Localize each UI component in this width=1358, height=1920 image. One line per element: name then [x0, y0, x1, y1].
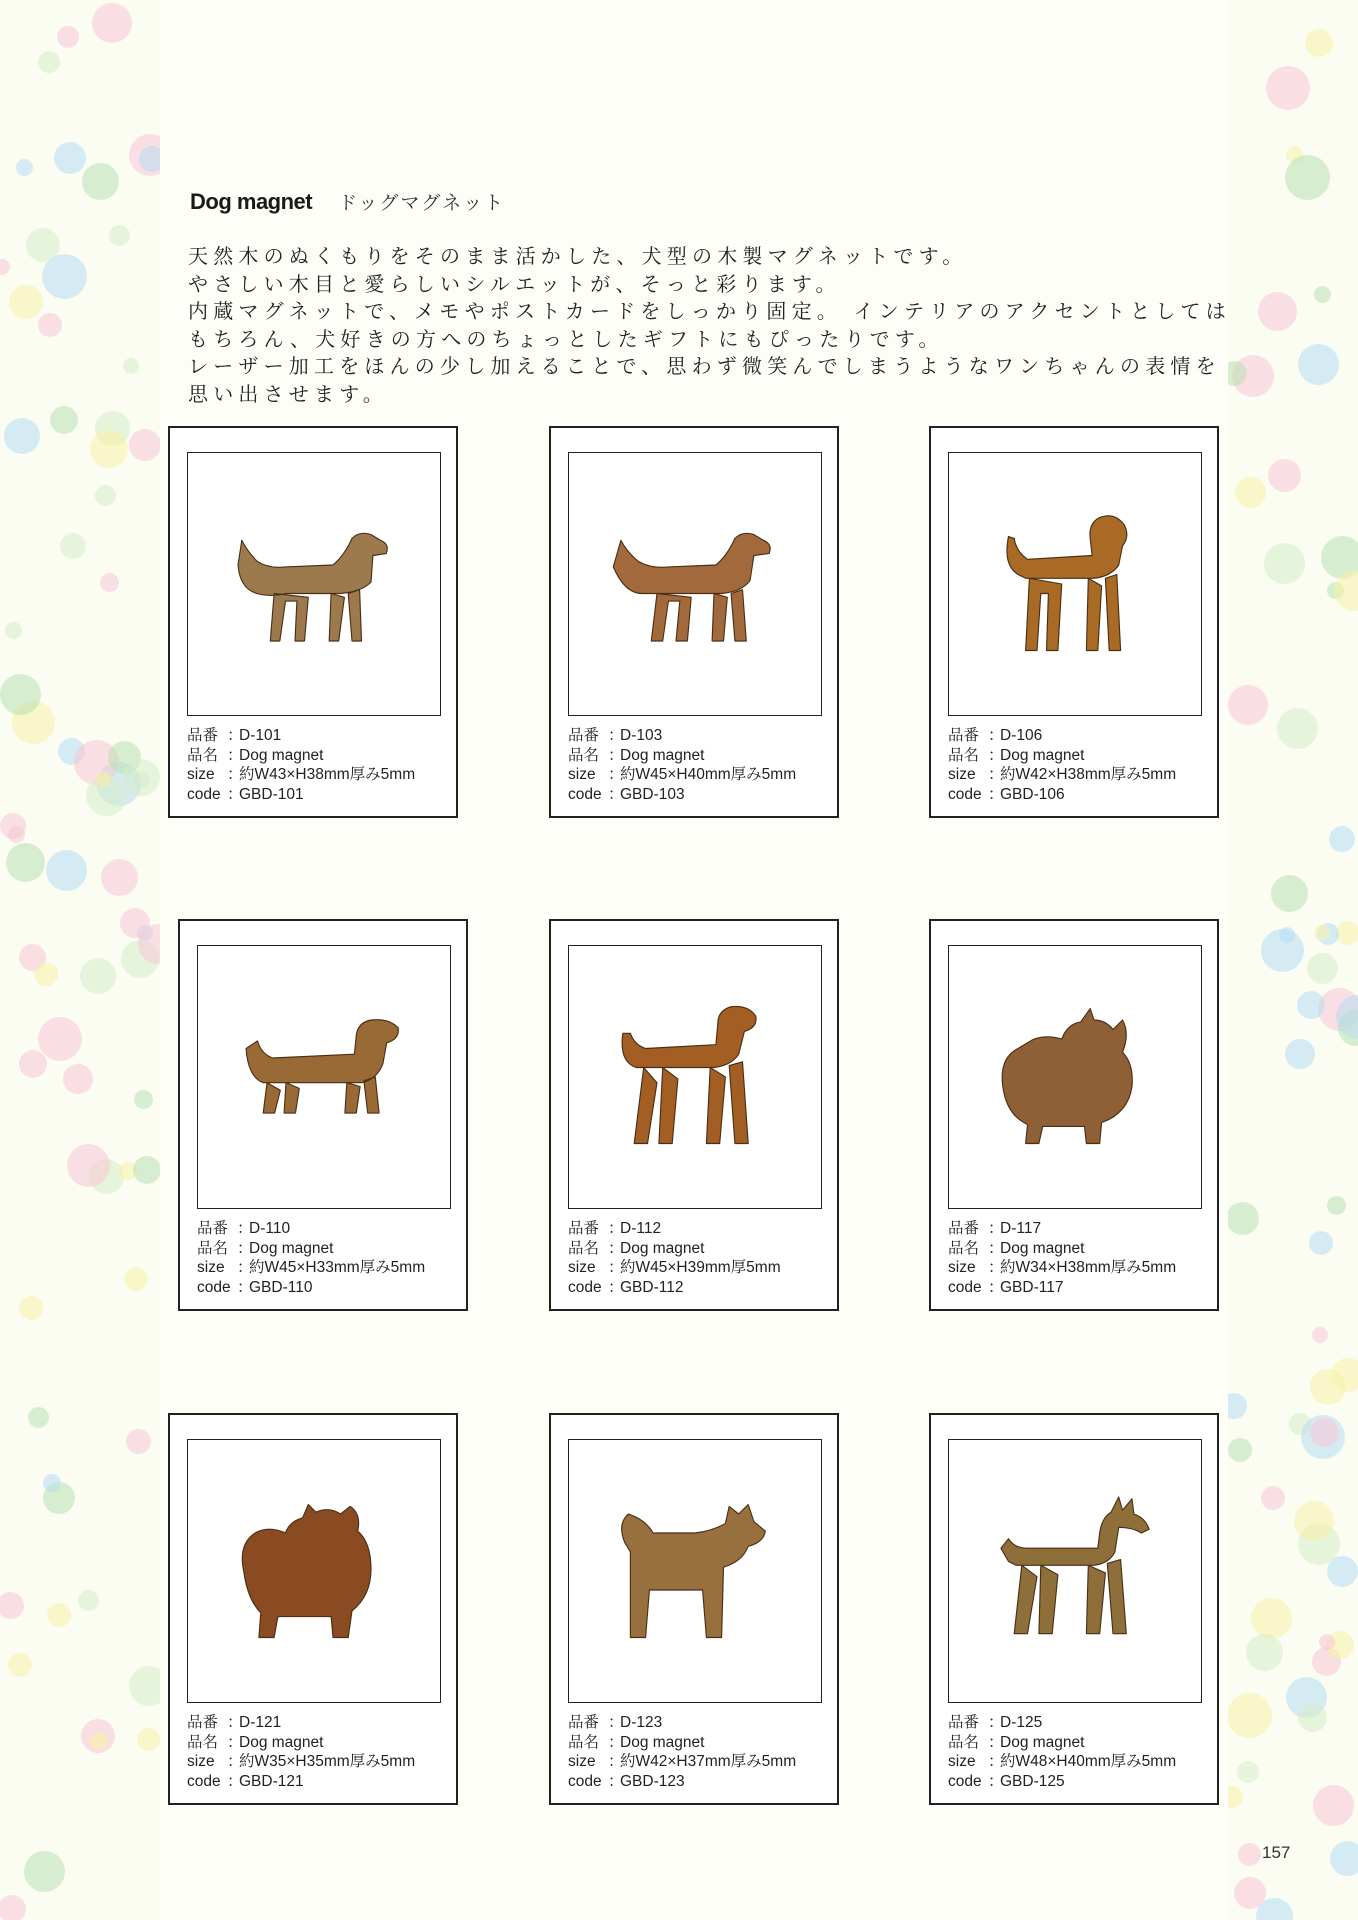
product-code: GBD-117 — [1000, 1278, 1064, 1296]
product-name-label: 品名 — [197, 1239, 229, 1257]
separator: ： — [608, 1239, 624, 1257]
product-code-label: code — [187, 785, 221, 803]
product-size: 約W48×H40mm厚み5mm — [1000, 1753, 1177, 1770]
separator: ： — [608, 766, 624, 783]
product-size-label: size — [187, 1753, 215, 1770]
product-photo — [187, 452, 441, 716]
polka-dot — [109, 225, 130, 246]
separator: ： — [227, 1772, 243, 1790]
product-size-row — [197, 1258, 425, 1278]
product-number-row — [568, 1713, 796, 1733]
polka-dot — [1298, 1703, 1327, 1732]
polka-dot — [24, 1851, 65, 1892]
standing-dog-icon — [219, 489, 409, 679]
separator: ： — [988, 766, 1004, 783]
product-code-row — [948, 785, 1176, 805]
polka-dot — [1271, 875, 1308, 912]
product-number: D-101 — [239, 727, 282, 744]
polka-dot — [1238, 1843, 1261, 1866]
product-code: GBD-106 — [1000, 785, 1065, 803]
polka-dot — [1234, 1877, 1266, 1909]
polka-dot — [1228, 1393, 1247, 1419]
product-size-label: size — [197, 1259, 225, 1276]
product-photo — [568, 452, 822, 716]
product-size: 約W42×H38mm厚み5mm — [1000, 766, 1177, 783]
product-size-label: size — [948, 766, 976, 783]
polka-dot — [95, 485, 116, 506]
polka-dot — [133, 1156, 160, 1184]
separator: ： — [988, 727, 1004, 744]
separator: ： — [988, 1733, 1004, 1751]
polka-dot — [1246, 1634, 1283, 1671]
product-number-row — [948, 1219, 1176, 1239]
separator: ： — [608, 1753, 624, 1770]
separator: ： — [227, 1733, 243, 1751]
product-number-label: 品番 — [197, 1220, 229, 1237]
polka-dot — [137, 1728, 160, 1751]
heading-title-jp: ドッグマグネット — [338, 192, 506, 214]
product-code-label: code — [568, 1772, 602, 1790]
product-card — [178, 919, 468, 1311]
polka-dot — [8, 826, 25, 843]
pointer-icon — [600, 982, 790, 1172]
polka-dot — [1314, 925, 1330, 941]
product-name-label: 品名 — [187, 746, 219, 764]
separator: ： — [988, 1772, 1004, 1790]
polka-dot — [1298, 344, 1339, 385]
separator: ： — [988, 785, 1004, 803]
separator: ： — [608, 727, 624, 744]
product-card — [929, 919, 1219, 1311]
separator: ： — [227, 766, 243, 783]
product-code-row — [568, 1772, 796, 1792]
separator: ： — [988, 1239, 1004, 1257]
product-code-row — [568, 1278, 781, 1298]
polka-dot — [1268, 459, 1301, 492]
product-size: 約W43×H38mm厚み5mm — [239, 766, 416, 783]
product-number-row — [568, 1219, 781, 1239]
polka-dot — [1319, 1634, 1335, 1650]
polka-dot — [1330, 1841, 1358, 1876]
product-number-label: 品番 — [568, 727, 600, 744]
product-size-row — [948, 1752, 1176, 1772]
polka-dot — [92, 3, 132, 43]
pomeranian-icon — [980, 982, 1170, 1172]
product-specs — [197, 1219, 425, 1297]
product-photo — [197, 945, 451, 1209]
product-card — [168, 1413, 458, 1805]
polka-dot-border-left — [0, 0, 160, 1920]
product-number-label: 品番 — [568, 1220, 600, 1237]
polka-dot — [1285, 1039, 1315, 1069]
polka-dot — [46, 850, 87, 891]
polka-dot — [38, 1017, 82, 1061]
separator: ： — [608, 1714, 624, 1731]
product-card — [929, 426, 1219, 818]
product-size-row — [568, 1752, 796, 1772]
product-number: D-110 — [249, 1220, 291, 1237]
product-specs — [187, 726, 415, 804]
product-code: GBD-125 — [1000, 1772, 1065, 1790]
polka-dot — [1314, 286, 1331, 303]
separator: ： — [227, 727, 243, 744]
product-name: Dog magnet — [620, 746, 705, 764]
intro-text — [188, 243, 1268, 408]
page-number: 157 — [1262, 1843, 1291, 1862]
product-number-row — [187, 1713, 415, 1733]
product-number: D-125 — [1000, 1714, 1043, 1731]
product-code: GBD-110 — [249, 1278, 313, 1296]
product-photo — [568, 1439, 822, 1703]
product-specs — [187, 1713, 415, 1791]
product-size-row — [948, 765, 1176, 785]
product-size-label: size — [568, 1753, 596, 1770]
polka-dot — [1261, 929, 1304, 972]
product-card — [549, 426, 839, 818]
separator: ： — [237, 1259, 253, 1276]
polka-dot — [126, 1429, 151, 1454]
product-specs — [948, 1219, 1176, 1297]
separator: ： — [227, 785, 243, 803]
product-number-label: 品番 — [948, 1714, 980, 1731]
polka-dot — [47, 1603, 71, 1627]
intro-line: 天然木のぬくもりをそのまま活かした、犬型の木製マグネットです。 — [188, 244, 968, 268]
intro-line: もちろん、犬好きの方へのちょっとしたギフトにもぴったりです。 — [188, 326, 944, 351]
product-name-row — [568, 1733, 796, 1753]
product-size-row — [948, 1258, 1176, 1278]
product-name: Dog magnet — [1000, 1733, 1085, 1751]
product-photo — [948, 1439, 1202, 1703]
product-number-label: 品番 — [187, 1714, 219, 1731]
polka-dot — [1294, 1501, 1334, 1541]
separator: ： — [988, 746, 1004, 764]
separator: ： — [227, 1753, 243, 1770]
product-size: 約W42×H37mm厚み5mm — [620, 1753, 797, 1770]
polka-dot — [1329, 826, 1355, 852]
polka-dot — [1266, 66, 1310, 110]
polka-dot — [1309, 1231, 1333, 1255]
product-name: Dog magnet — [1000, 1239, 1085, 1257]
polka-dot — [139, 146, 160, 172]
polka-dot — [90, 430, 128, 468]
polka-dot — [1228, 1202, 1259, 1235]
chow-icon — [219, 1476, 409, 1666]
product-number: D-103 — [620, 727, 663, 744]
polka-dot — [95, 771, 111, 787]
product-number-label: 品番 — [948, 727, 980, 744]
product-name-label: 品名 — [568, 1239, 600, 1257]
polka-dot — [1277, 708, 1318, 749]
product-specs — [568, 1713, 796, 1791]
product-size: 約W34×H38mm厚み5mm — [1000, 1259, 1177, 1276]
product-code-label: code — [568, 785, 602, 803]
product-name-label: 品名 — [568, 1733, 600, 1751]
product-name-row — [568, 746, 796, 766]
product-number-row — [948, 726, 1176, 746]
separator: ： — [988, 1259, 1004, 1276]
product-size-row — [568, 765, 796, 785]
product-code-row — [187, 1772, 415, 1792]
product-photo — [948, 945, 1202, 1209]
product-card — [549, 1413, 839, 1805]
separator: ： — [608, 1259, 624, 1276]
product-name-row — [187, 746, 415, 766]
polka-dot — [1327, 1556, 1358, 1587]
polka-dot — [28, 1407, 49, 1428]
product-specs — [948, 1713, 1176, 1791]
product-size-label: size — [187, 766, 215, 783]
product-size: 約W35×H35mm厚み5mm — [239, 1753, 416, 1770]
retriever-icon — [600, 489, 790, 679]
product-name-label: 品名 — [187, 1733, 219, 1751]
product-code: GBD-123 — [620, 1772, 685, 1790]
polka-dot — [1228, 1693, 1272, 1738]
polka-dot — [0, 259, 10, 275]
product-size-label: size — [568, 1259, 596, 1276]
product-code-row — [948, 1772, 1176, 1792]
separator: ： — [237, 1220, 253, 1237]
intro-line: 思い出させます。 — [188, 381, 388, 406]
product-code-row — [568, 785, 796, 805]
separator: ： — [608, 746, 624, 764]
polka-dot — [1297, 991, 1325, 1019]
separator: ： — [608, 785, 624, 803]
polka-dot — [1307, 953, 1338, 984]
product-specs — [948, 726, 1176, 804]
product-name-label: 品名 — [948, 1239, 980, 1257]
polka-dot — [0, 1895, 26, 1920]
shiba-icon — [600, 1476, 790, 1666]
product-name-row — [187, 1733, 415, 1753]
product-name: Dog magnet — [620, 1239, 705, 1257]
product-name: Dog magnet — [620, 1733, 705, 1751]
product-name-row — [948, 1733, 1176, 1753]
product-code: GBD-121 — [239, 1772, 304, 1790]
product-name-label: 品名 — [948, 1733, 980, 1751]
polka-dot — [43, 1474, 61, 1492]
product-photo — [948, 452, 1202, 716]
polka-dot — [19, 1296, 43, 1320]
polka-dot — [38, 313, 62, 337]
product-size-row — [187, 765, 415, 785]
section-heading — [190, 188, 505, 215]
product-code: GBD-101 — [239, 785, 304, 803]
product-specs — [568, 726, 796, 804]
polka-dot — [19, 1050, 47, 1078]
polka-dot — [4, 418, 40, 454]
product-number: D-123 — [620, 1714, 663, 1731]
product-size-label: size — [948, 1753, 976, 1770]
separator: ： — [608, 1772, 624, 1790]
polka-dot — [0, 1592, 24, 1619]
polka-dot — [78, 1590, 99, 1611]
product-size: 約W45×H40mm厚み5mm — [620, 766, 797, 783]
separator: ： — [988, 1278, 1004, 1296]
polka-dot — [129, 429, 160, 461]
product-card — [929, 1413, 1219, 1805]
separator: ： — [608, 1278, 624, 1296]
product-code-row — [197, 1278, 425, 1298]
product-name: Dog magnet — [249, 1239, 334, 1257]
polka-dot — [67, 1144, 110, 1187]
product-number-row — [197, 1219, 425, 1239]
polka-dot — [1228, 685, 1268, 725]
intro-line: 内蔵マグネットで、メモやポストカードをしっかり固定。 インテリアのアクセントとしては — [188, 299, 1231, 323]
polka-dot — [1235, 477, 1266, 508]
polka-dot — [60, 533, 86, 559]
polka-dot — [123, 759, 160, 796]
product-number: D-117 — [1000, 1220, 1042, 1237]
product-number-row — [568, 726, 796, 746]
product-code-label: code — [948, 1772, 982, 1790]
polka-dot — [1327, 1196, 1346, 1215]
product-name-label: 品名 — [948, 746, 980, 764]
product-name-row — [568, 1239, 781, 1259]
polka-dot — [1336, 921, 1358, 945]
polka-dot — [63, 1064, 93, 1094]
polka-dot — [101, 859, 138, 896]
product-code-row — [948, 1278, 1176, 1298]
separator: ： — [237, 1239, 253, 1257]
polka-dot — [123, 358, 139, 374]
polka-dot — [54, 142, 86, 174]
product-code-row — [187, 785, 415, 805]
intro-line: レーザー加工をほんの少し加えることで、思わず微笑んでしまうようなワンちゃんの表情を — [188, 354, 1221, 378]
polka-dot — [1228, 1786, 1243, 1808]
product-name: Dog magnet — [1000, 746, 1085, 764]
polka-dot — [1310, 1369, 1346, 1405]
polka-dot — [1251, 1598, 1292, 1639]
product-code-label: code — [187, 1772, 221, 1790]
product-size-row — [187, 1752, 415, 1772]
polka-dot — [1285, 155, 1330, 200]
product-code-label: code — [948, 1278, 982, 1296]
polka-dot — [1313, 1785, 1354, 1826]
polka-dot — [34, 962, 58, 986]
dachshund-icon — [229, 982, 419, 1172]
product-size-row — [568, 1258, 781, 1278]
polka-dot — [8, 1653, 32, 1677]
polka-dot — [1310, 1418, 1339, 1447]
separator: ： — [608, 1733, 624, 1751]
product-code-label: code — [197, 1278, 231, 1296]
product-name: Dog magnet — [239, 1733, 324, 1751]
polka-dot — [100, 573, 119, 592]
product-number-row — [948, 1713, 1176, 1733]
product-number: D-112 — [620, 1220, 662, 1237]
polka-dot — [50, 406, 78, 434]
polka-dot — [16, 159, 33, 176]
product-code-label: code — [948, 785, 982, 803]
separator: ： — [988, 1753, 1004, 1770]
product-name-row — [948, 746, 1176, 766]
polka-dot — [1264, 543, 1305, 584]
intro-line: やさしい木目と愛らしいシルエットが、そっと彩ります。 — [188, 271, 841, 296]
product-number: D-121 — [239, 1714, 282, 1731]
polka-dot — [134, 1090, 153, 1109]
product-photo — [187, 1439, 441, 1703]
polka-dot — [1312, 1327, 1328, 1343]
polka-dot — [1228, 1438, 1252, 1462]
polka-dot — [9, 285, 43, 319]
product-code: GBD-103 — [620, 785, 685, 803]
product-code-label: code — [568, 1278, 602, 1296]
polka-dot — [57, 26, 79, 48]
polka-dot — [129, 1666, 160, 1706]
schnauzer-icon — [980, 1476, 1170, 1666]
polka-dot — [82, 163, 119, 200]
polka-dot — [38, 51, 60, 73]
polka-dot — [1305, 29, 1333, 57]
product-card — [168, 426, 458, 818]
beagle-icon — [980, 489, 1170, 679]
polka-dot — [6, 843, 45, 882]
separator: ： — [988, 1714, 1004, 1731]
product-name-row — [197, 1239, 425, 1259]
polka-dot — [42, 254, 87, 299]
product-number: D-106 — [1000, 727, 1043, 744]
separator: ： — [227, 746, 243, 764]
product-size: 約W45×H33mm厚み5mm — [249, 1259, 426, 1276]
product-photo — [568, 945, 822, 1209]
product-specs — [568, 1219, 781, 1297]
product-name: Dog magnet — [239, 746, 324, 764]
polka-dot — [124, 1267, 148, 1291]
separator: ： — [988, 1220, 1004, 1237]
polka-dot — [0, 674, 41, 715]
product-number-row — [187, 726, 415, 746]
polka-dot — [5, 622, 22, 639]
product-number-label: 品番 — [568, 1714, 600, 1731]
product-name-label: 品名 — [568, 746, 600, 764]
separator: ： — [608, 1220, 624, 1237]
product-code: GBD-112 — [620, 1278, 684, 1296]
product-number-label: 品番 — [187, 727, 219, 744]
product-size-label: size — [568, 766, 596, 783]
product-number-label: 品番 — [948, 1220, 980, 1237]
separator: ： — [227, 1714, 243, 1731]
product-size: 約W45×H39mm厚5mm — [620, 1259, 781, 1276]
polka-dot — [1261, 1486, 1285, 1510]
product-name-row — [948, 1239, 1176, 1259]
polka-dot — [1237, 1761, 1259, 1783]
separator: ： — [237, 1278, 253, 1296]
polka-dot — [80, 958, 116, 994]
polka-dot — [90, 1732, 108, 1750]
product-card — [549, 919, 839, 1311]
heading-title-en: Dog magnet — [190, 189, 313, 214]
product-size-label: size — [948, 1259, 976, 1276]
